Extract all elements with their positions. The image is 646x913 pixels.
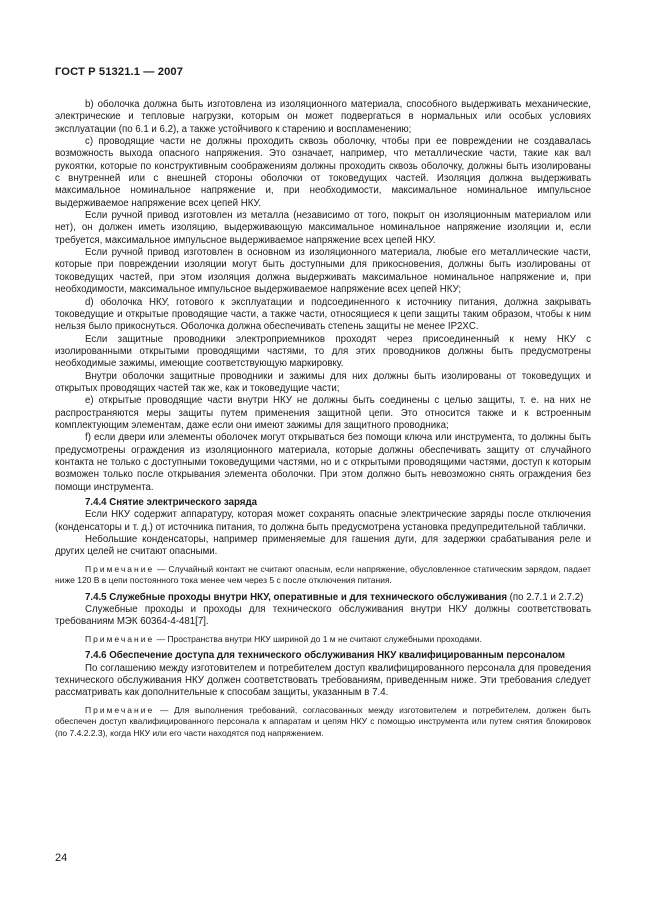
heading-text: 7.4.5 Служебные проходы внутри НКУ, оперативные и для технического обслуживания: [85, 591, 507, 603]
paragraph: f) если двери или элементы оболочек могут открываться без помощи ключа или инструмента, то должны быть предусмотрены ограждения из изоляционного материала, которые должны обеспечивать защиту от случайного контакта не только с доступными токоведущими частями, но и с открытыми проводящими частями, доступ к которым возможен только после открывания элемента оболочки. При этом должно быть невозможно снять ограждения без помощи инструмента.: [55, 432, 591, 493]
paragraph: Небольшие конденсаторы, например применяемые для гашения дуги, для задержки срабатывания реле и других целей не считают опасными.: [55, 534, 591, 558]
section-heading-7-4-5: [55, 592, 591, 604]
heading-reference: (по 2.7.1 и 2.7.2): [506, 591, 584, 603]
note-text: — Пространства внутри НКУ шириной до 1 м не считают служебными проходами.: [154, 633, 482, 644]
paragraph: e) открытые проводящие части внутри НКУ не должны быть соединены с целью защиты, т. е. на них не распространяются меры защиты путем применения защитной цепи. Это относится также и к встроенным комплектующим элементам, даже если они имеют зажимы для защитного проводника;: [55, 395, 591, 431]
note: [55, 564, 591, 587]
paragraph: b) оболочка должна быть изготовлена из изоляционного материала, способного выдерживать механические, электрические и тепловые нагрузки, которым он может подвергаться в нормальных или особых условиях эксплуатации (по 6.1 и 6.2), а также устойчивого к старению и воспламенению;: [55, 99, 591, 135]
note: [55, 705, 591, 740]
note-label: Примечание: [85, 563, 155, 574]
note-label: Примечание: [85, 704, 155, 715]
note-text: — Случайный контакт не считают опасным, если напряжение, обусловленное статическим зарядом, падает ниже 120 В в цепи постоянного тока менее чем через 5 с после отключения питания.: [55, 563, 591, 586]
paragraph: d) оболочка НКУ, готового к эксплуатации и подсоединенного к источнику питания, должна закрывать токоведущие и открытые проводящие части, а также части, относящиеся к цепи защиты таким образом, чтобы к ним нельзя было прикоснуться. Оболочка должна обеспечивать степень защиты не менее IP2XC.: [55, 296, 591, 333]
document-body: [55, 99, 591, 744]
paragraph: Служебные проходы и проходы для технического обслуживания внутри НКУ должны соответствовать требованиям МЭК 60364-4-481[7].: [55, 604, 591, 628]
section-heading-7-4-6: 7.4.6 Обеспечение доступа для технического обслуживания НКУ квалифицированным персоналом: [85, 650, 566, 662]
section-heading-7-4-4: 7.4.4 Снятие электрического заряда: [85, 497, 257, 508]
paragraph: Если НКУ содержит аппаратуру, которая может сохранять опасные электрические заряды после отключения (конденсаторы и т. д.) от источника питания, то должна быть предусмотрена установка предупредительной таблички.: [55, 509, 591, 533]
note-label: Примечание: [85, 633, 155, 644]
paragraph: c) проводящие части не должны проходить сквозь оболочку, чтобы при ее повреждении не создавалась возможность выхода опасного напряжения. Это означает, например, что металлические части, такие как вал рукоятки, которые по конструктивным соображениям должны проходить сквозь оболочку, должны быть изолированы с внутренней или с внешней стороны оболочки от токоведущих частей. Изоляция должна выдерживать максимальное номинальное напряжение и, при необходимости, максимальное номинальное импульсное выдерживаемое напряжение всех цепей НКУ.: [55, 136, 591, 209]
document-header: ГОСТ Р 51321.1 — 2007: [55, 66, 184, 78]
note: [55, 634, 591, 646]
paragraph: Если защитные проводники электроприемников проходят через присоединенный к нему НКУ с изолированными открытыми проводящими частями, то для этих проводников должны быть предусмотрены необходимые зажимы, имеющие соответствующую маркировку.: [55, 333, 591, 370]
note-text: — Для выполнения требований, согласованных между изготовителем и потребителем, должен быть обеспечен доступ квалифицированного персонала к аппаратам и цепям НКУ с помощью инструмента или путем снятия блокировок (по 7.4.2.2.3), когда НКУ или его части находятся под напряжением.: [55, 704, 591, 738]
paragraph: Если ручной привод изготовлен в основном из изоляционного материала, любые его металлические части, которые при повреждении изоляции могут быть доступными для прикосновения, должны быть изолированы от токоведущих частей, при этом изоляция должна выдерживать максимальное номинальное напряжение и, при необходимости, максимальное импульсное выдерживаемое напряжение всех цепей НКУ;: [55, 247, 591, 296]
paragraph: Если ручной привод изготовлен из металла (независимо от того, покрыт он изоляционным материалом или нет), он должен иметь изоляцию, выдерживающую максимальное номинальное напряжение изоляции и, если требуется, максимальное импульсное выдерживаемое напряжение всех цепей НКУ.: [55, 210, 591, 246]
page-number: 24: [55, 852, 68, 864]
paragraph: По соглашению между изготовителем и потребителем доступ квалифицированного персонала для проведения технического обслуживания НКУ должен соответствовать требованиям, приведенным ниже. Эти требования следует рассматривать как дополнительные к способам защиты, указанным в 7.4.: [55, 662, 591, 699]
paragraph: Внутри оболочки защитные проводники и зажимы для них должны быть изолированы от токоведущих и открытых проводящих частей так же, как и токоведущие части;: [55, 370, 591, 394]
